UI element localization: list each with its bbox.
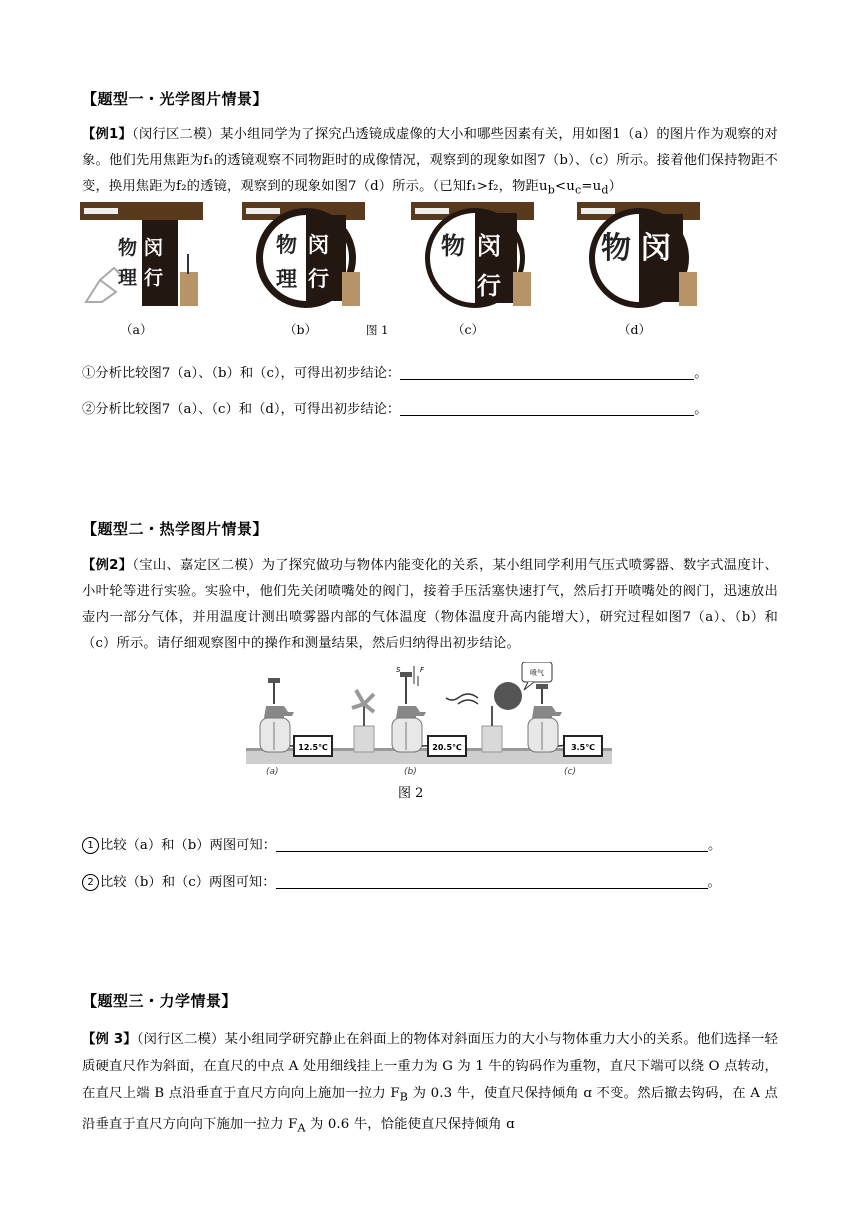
- char-min-c: 闵: [477, 232, 501, 260]
- circled-number-1: 1: [82, 837, 99, 854]
- period: 。: [694, 366, 708, 381]
- example3-text-3: 为 0.6 牛，恰能使直尺保持倾角 ɑ: [305, 1116, 515, 1132]
- caption-b: （b）: [284, 322, 318, 337]
- caption-d: （d）: [618, 322, 652, 337]
- windmill-pillar-b: [352, 690, 374, 752]
- caption-a: （a）: [120, 322, 153, 337]
- label-a: (a): [266, 767, 279, 777]
- section1-heading: 【题型一・光学图片情景】: [82, 90, 269, 108]
- question2-1-text: 比较（a）和（b）两图可知：: [100, 838, 277, 853]
- panel-a-image: [80, 202, 203, 306]
- label-c: (c): [564, 767, 576, 777]
- answer-blank-3[interactable]: [276, 837, 708, 852]
- example2-paragraph: [82, 553, 778, 657]
- panel-b-image: [242, 202, 365, 308]
- sub-b: b: [547, 183, 555, 197]
- reading-a: 12.5℃: [298, 743, 328, 752]
- question1-2: [82, 398, 708, 417]
- figure1-caption: 图 1: [366, 323, 389, 337]
- question1-2-text: ②分析比较图7（a）、（c）和（d），可得出初步结论：: [82, 402, 401, 417]
- char-wu-c: 物: [441, 232, 465, 260]
- label-f: F: [420, 666, 425, 674]
- char-wu-b: 物: [276, 233, 297, 257]
- reading-c: 3.5℃: [571, 743, 595, 752]
- period: 。: [694, 402, 708, 417]
- char-wu: 物: [118, 237, 138, 259]
- period: 。: [708, 838, 722, 853]
- example1-text: （闵行区二模）某小组同学为了探究凸透镜成虚像的大小和哪些因素有关，用如图1（a）的图片作为观察的对象。他们先用焦距为f₁的透镜观察不同物距时的成像情况，观察到的现象如图7（b）、（c）所示。接着他们保持物距不变，换用焦距为f₂的透镜，观察到的现象如图7（d）所示。（已知f₁>f₂，物距u: [82, 127, 778, 194]
- label-s: S: [396, 666, 401, 674]
- sub-fa: A: [297, 1121, 306, 1135]
- sub-c: c: [574, 183, 582, 197]
- section3-heading: 【题型三・力学情景】: [82, 992, 238, 1010]
- section2-heading: 【题型二・热学图片情景】: [82, 520, 269, 538]
- char-xing-b: 行: [308, 267, 329, 291]
- question2-1: [82, 834, 721, 854]
- bubble-text: 喷气: [530, 669, 544, 677]
- char-min: 闵: [144, 237, 164, 259]
- cond-close: ）: [608, 179, 623, 194]
- reading-b: 20.5℃: [432, 743, 462, 752]
- char-li: 理: [118, 267, 138, 289]
- question1-1: [82, 362, 708, 381]
- circled-number-2: 2: [82, 874, 99, 891]
- example3-text-2: 为 0.3 牛，使直尺保持倾角 ɑ 不变。然后撤去钩码，在 A 点沿垂直于直尺方向向下施加一拉力 F: [82, 1086, 779, 1132]
- panel-c-image: [411, 202, 534, 308]
- answer-blank-1[interactable]: [400, 365, 694, 380]
- char-xing-c: 行: [477, 272, 501, 300]
- figure2-sprayer-experiment: [246, 662, 612, 778]
- sub-fb: B: [399, 1090, 409, 1104]
- period: 。: [707, 875, 721, 890]
- example1-tag: 【例1】: [82, 127, 133, 142]
- question2-2: [82, 871, 721, 891]
- char-li-b: 理: [276, 267, 297, 291]
- char-min-d: 闵: [641, 231, 671, 266]
- answer-blank-2[interactable]: [400, 401, 694, 416]
- sub-d: d: [601, 183, 609, 197]
- figure1-lens-images: [80, 202, 705, 308]
- char-wu-d: 物: [601, 231, 631, 266]
- example1-paragraph: [82, 122, 778, 204]
- figure2-caption: 图 2: [398, 786, 424, 801]
- example3-text: （闵行区二模）某小组同学研究静止在斜面上的物体对斜面压力的大小与物体重力大小的关系。他们选择一轻质硬直尺作为斜面，在直尺的中点 A 处用细线挂上一重力为 G 为 1 牛的钩码作为重物，直尺下端可以绕 O 点转动，在直尺上端 B 点沿垂直于直尺方向向上施加一拉力 F: [82, 1032, 778, 1101]
- example2-tag: 【例2】: [82, 558, 133, 573]
- cond-eq: =u: [581, 179, 602, 194]
- caption-c: （c）: [452, 322, 485, 337]
- example3-paragraph: [82, 1026, 778, 1141]
- question1-1-text: ①分析比较图7（a）、（b）和（c），可得出初步结论：: [82, 366, 401, 381]
- example2-text: （宝山、嘉定区二模）为了探究做功与物体内能变化的关系，某小组同学利用气压式喷雾器、数字式温度计、小叶轮等进行实验。实验中，他们先关闭喷嘴处的阀门，接着手压活塞快速打气，然后打开喷嘴处的阀门，迅速放出壶内一部分气体，并用温度计测出喷雾器内部的气体温度（物体温度升高内能增大），研究过程如图7（a）、（b）和（c）所示。请仔细观察图中的操作和测量结果，然后归纳得出初步结论。: [82, 558, 778, 651]
- cond-lt: <u: [554, 179, 575, 194]
- example3-tag: 【例 3】: [82, 1032, 137, 1047]
- panel-d-image: [577, 202, 700, 308]
- char-xing: 行: [144, 267, 164, 289]
- answer-blank-4[interactable]: [276, 874, 708, 889]
- label-b: (b): [404, 767, 417, 777]
- question2-2-text: 比较（b）和（c）两图可知：: [100, 875, 276, 890]
- char-min-b: 闵: [308, 233, 329, 257]
